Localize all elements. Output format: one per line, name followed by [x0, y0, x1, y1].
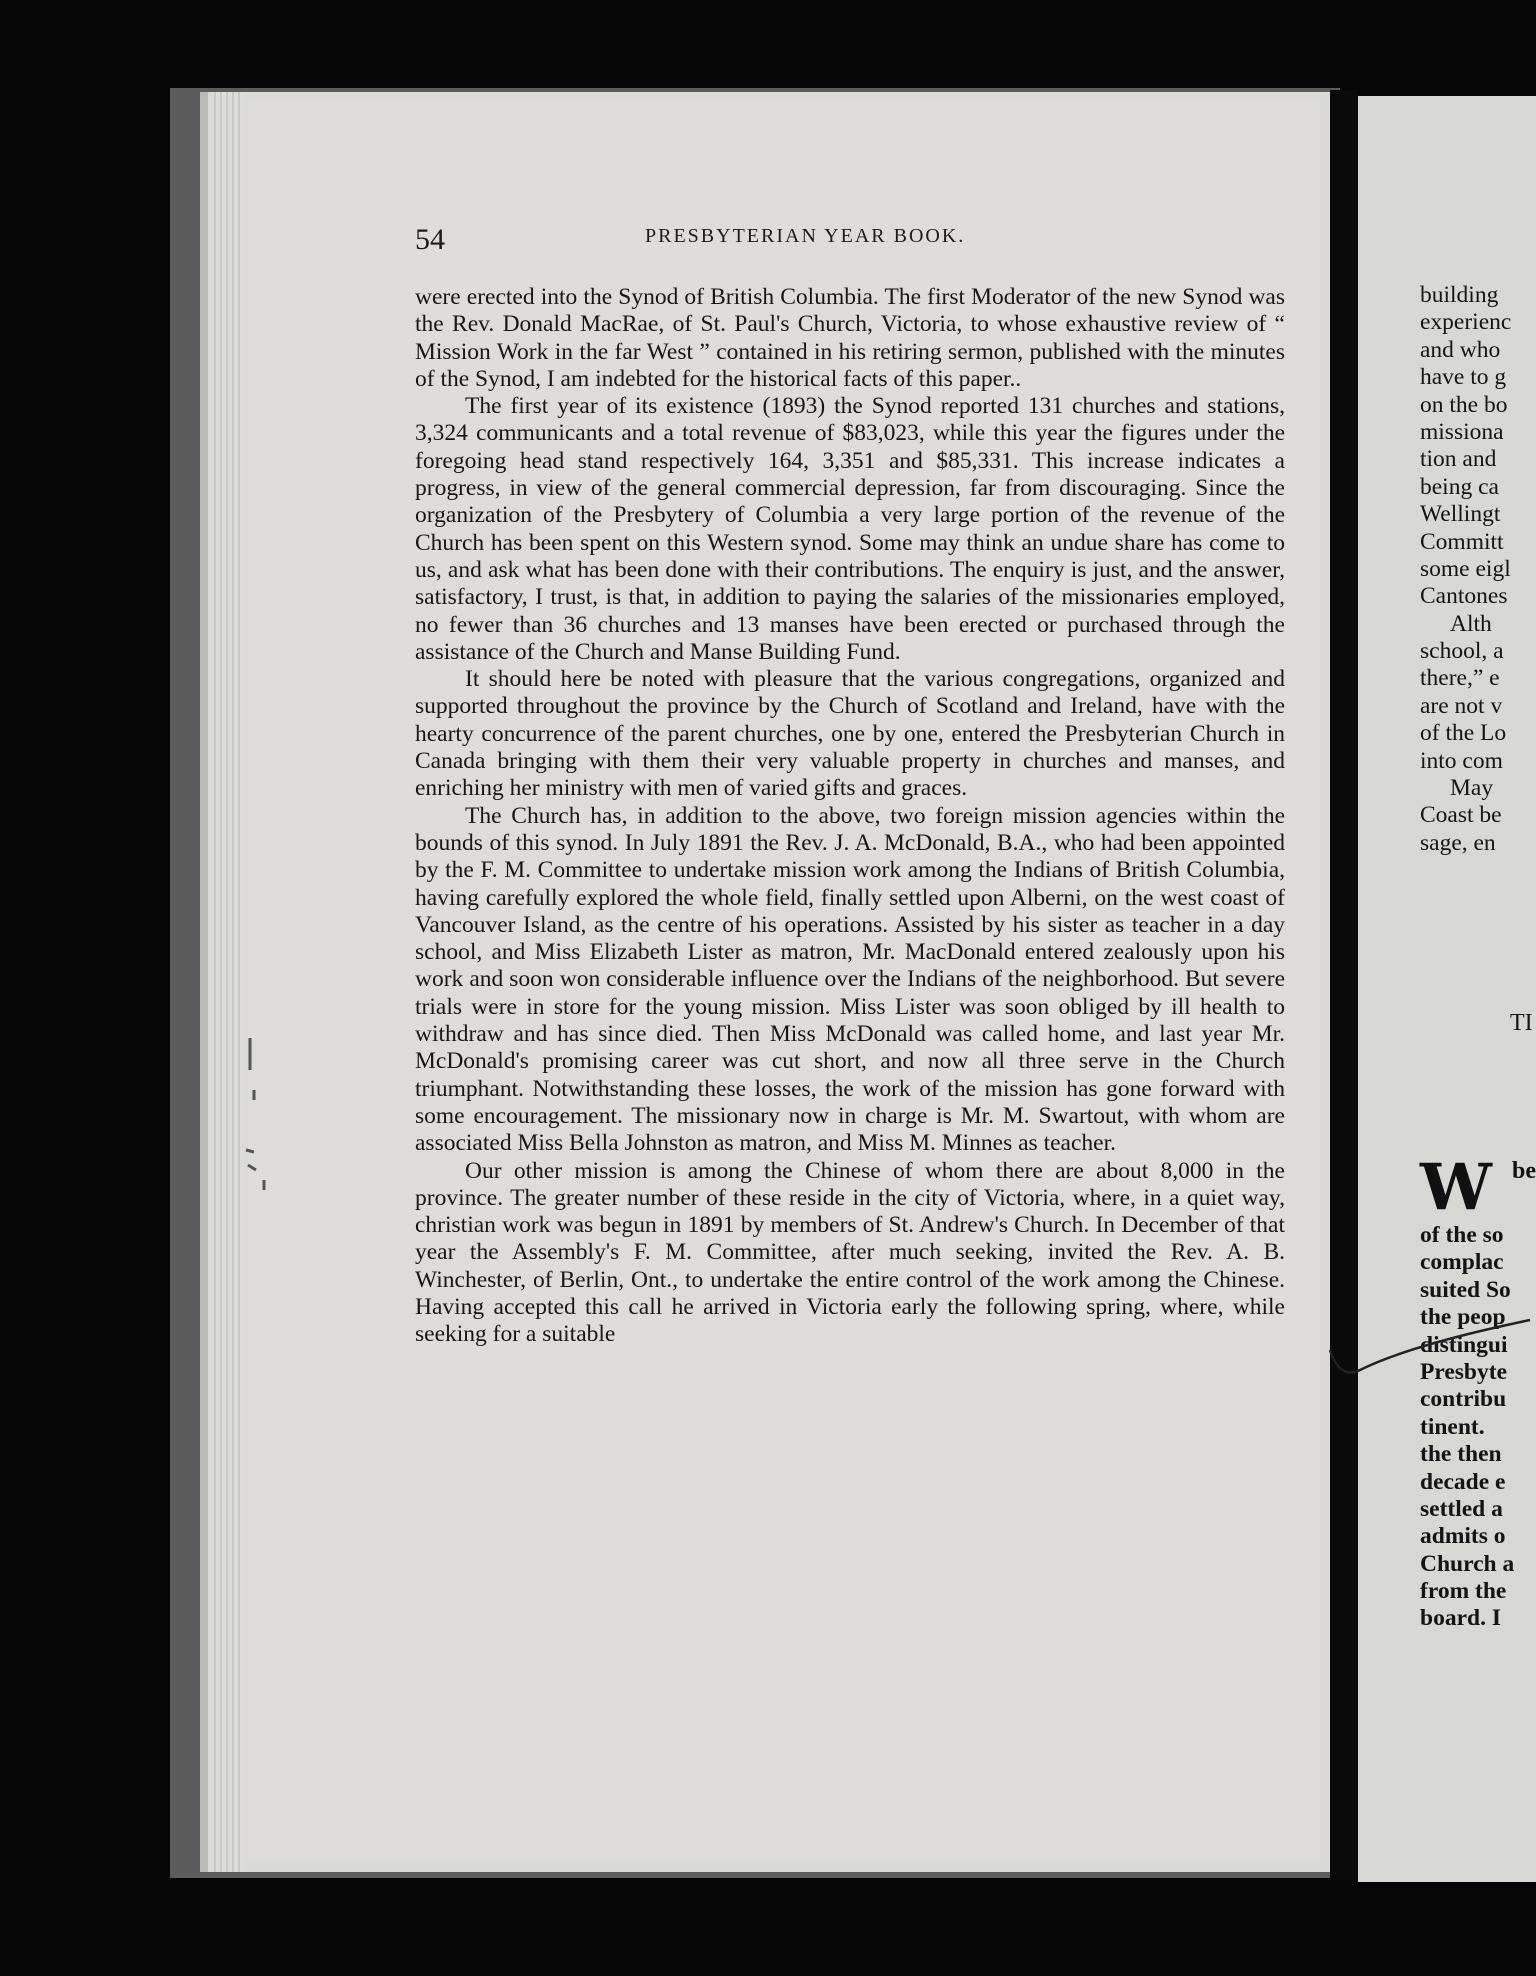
running-title: PRESBYTERIAN YEAR BOOK.: [645, 225, 966, 247]
facing-line: May: [1450, 775, 1494, 802]
paragraph-4: The Church has, in addition to the above, two foreign mission agencies within the bounds of this synod. In July 1891 the Rev. J. A. McDonald, B.A., who had been appointed by the F. M. Committee to undertake mission work among the Indians of British Columbia, having carefully explored the whole field, finally settled upon Alberni, on the west coast of Vancouver Island, as the centre of his operations. Assisted by his sister as teacher in a day school, and Miss Elizabeth Lister as matron, Mr. MacDonald entered zealously upon his work and soon won considerable influence over the Indians of the neighborhood. But severe trials were in store for the young mission. Miss Lister was soon obliged by ill health to withdraw and has since died. Then Miss McDonald was called home, and last year Mr. McDonald's promising career was cut short, and now all three serve in the Church triumphant. Notwithstanding these losses, the work of the mission has gone forward with some encouragement. The missionary now in charge is Mr. M. Swartout, with whom are associated Miss Bella Johnston as matron, and Miss M. Minnes as teacher.: [415, 802, 1285, 1157]
facing-line: of the Lo: [1420, 720, 1507, 747]
facing-line: suited So: [1420, 1276, 1511, 1303]
facing-line: from the: [1420, 1578, 1507, 1605]
facing-line: Coast be: [1420, 802, 1502, 829]
facing-line: Alth: [1450, 610, 1492, 637]
book-gutter: [1330, 90, 1358, 1880]
page-edges: [214, 92, 244, 1872]
facing-line: board. I: [1420, 1605, 1501, 1632]
facing-line: and who: [1420, 336, 1501, 363]
facing-page-text-bottom: [1420, 1222, 1514, 1633]
facing-line: school, a: [1420, 638, 1504, 665]
facing-line: being ca: [1420, 473, 1499, 500]
facing-line: decade e: [1420, 1468, 1506, 1495]
facing-line: sage, en: [1420, 829, 1496, 856]
facing-line: Church a: [1420, 1550, 1515, 1577]
facing-line: experienc: [1420, 309, 1512, 336]
facing-line: building: [1420, 282, 1499, 308]
facing-line: Presbyte: [1420, 1358, 1508, 1385]
margin-pencil-marks: [220, 1030, 280, 1210]
facing-line: Committ: [1420, 528, 1504, 555]
facing-line: are not v: [1420, 692, 1503, 719]
facing-line: complac: [1420, 1249, 1504, 1276]
facing-line: have to g: [1420, 364, 1507, 391]
facing-line: settled a: [1420, 1495, 1503, 1522]
paragraph-5: Our other mission is among the Chinese of whom there are about 8,000 in the province. The greater number of these reside in the city of Victoria, where, in a quiet way, christian work was begun in 1891 by members of St. Andrew's Church. In December of that year the Assembly's F. M. Committee, after much seeking, invited the Rev. A. B. Winchester, of Berlin, Ont., to undertake the entire control of the work among the Chinese. Having accepted this call he arrived in Victoria early the following spring, where, while seeking for a suitable: [415, 1157, 1285, 1348]
pen-stroke-mark: [1320, 1310, 1536, 1410]
facing-line: tinent.: [1420, 1413, 1485, 1440]
facing-line: the peop: [1420, 1304, 1506, 1331]
facing-line: on the bo: [1420, 391, 1508, 418]
facing-page-dropcap: W: [1420, 1150, 1486, 1225]
page-number: 54: [415, 223, 445, 256]
facing-line: of the so: [1420, 1222, 1504, 1248]
facing-line: there,” e: [1420, 665, 1500, 692]
facing-page-text-top: [1420, 282, 1511, 857]
body-text: [415, 284, 1285, 1349]
paragraph-1: were erected into the Synod of British Columbia. The first Moderator of the new Synod was the Rev. Donald MacRae, of St. Paul's Church, Victoria, to whose exhaustive review of “ Mission Work in the far West ” contained in his retiring sermon, published with the minutes of the Synod, I am indebted for the historical facts of this paper..: [415, 284, 1285, 392]
paragraph-3: It should here be noted with pleasure that the various congregations, organized and supported throughout the province by the Church of Scotland and Ireland, have with the hearty concurrence of the parent churches, one by one, entered the Presbyterian Church in Canada bringing with them their very valuable property in churches and manses, and enriching her ministry with men of varied gifts and graces.: [415, 666, 1285, 802]
facing-line: Wellingt: [1420, 501, 1501, 528]
facing-line: admits o: [1420, 1523, 1506, 1550]
facing-page-heading: TI: [1510, 1010, 1533, 1036]
paragraph-2: The first year of its existence (1893) the Synod reported 131 churches and stations, 3,324 communicants and a total revenue of $83,023, while this year the figures under the foregoing head stand respectively 164, 3,351 and $85,331. This increase indicates a progress, in view of the general commercial depression, far from discouraging. Since the organization of the Presbytery of Columbia a very large portion of the revenue of the Church has been spent on this Western synod. Some may think an undue share has come to us, and ask what has been done with their contributions. The enquiry is just, and the answer, satisfactory, I trust, is that, in addition to paying the salaries of the missionaries employed, no fewer than 36 churches and 13 manses have been erected or purchased through the assistance of the Church and Manse Building Fund.: [415, 393, 1285, 665]
facing-line: Cantones: [1420, 583, 1508, 610]
facing-line: contribu: [1420, 1386, 1507, 1413]
running-head: [415, 223, 1285, 263]
facing-line: tion and: [1420, 446, 1497, 473]
facing-page-dropcap-tail: be: [1512, 1158, 1536, 1184]
facing-line: into com: [1420, 747, 1503, 774]
facing-line: distingui: [1420, 1331, 1508, 1358]
facing-line: the then: [1420, 1441, 1502, 1468]
facing-line: missiona: [1420, 418, 1504, 445]
facing-line: some eigl: [1420, 555, 1511, 582]
